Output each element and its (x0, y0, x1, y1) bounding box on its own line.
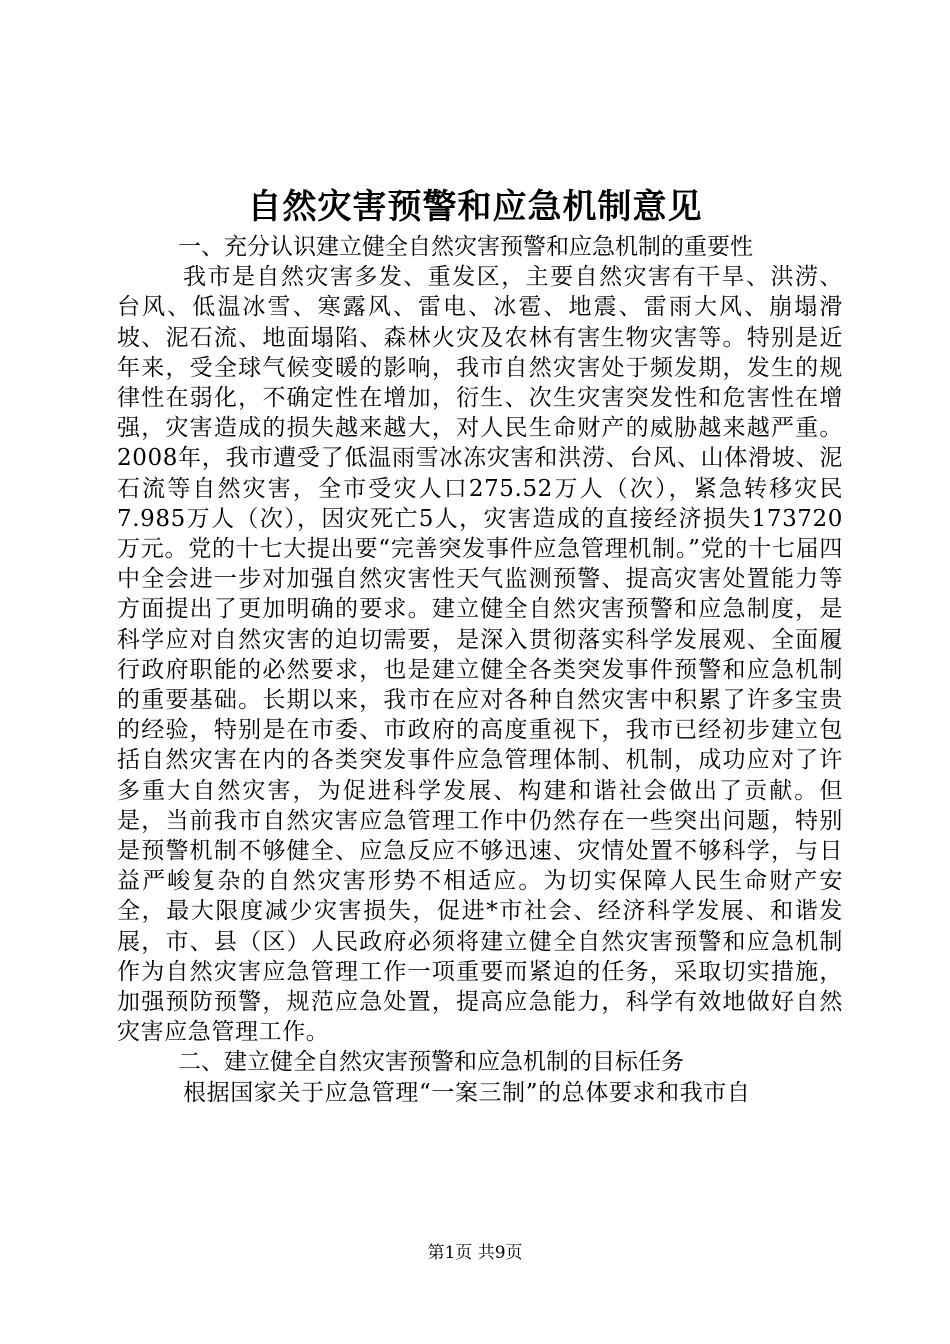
section-2-heading: 二、建立健全自然灾害预警和应急机制的目标任务 (178, 1049, 684, 1076)
document-title: 自然灾害预警和应急机制意见 (247, 187, 703, 227)
section-1-heading: 一、充分认识建立健全自然灾害预警和应急机制的重要性 (178, 234, 753, 260)
section-2-paragraph: 根据国家关于应急管理“一案三制”的总体要求和我市自 (183, 1079, 751, 1106)
section-1-paragraph: 我市是自然灾害多发、重发区，主要自然灾害有干旱、洪涝、台风、低温冰雪、寒露风、雷电、冰雹、地震、雷雨大风、崩塌滑坡、泥石流、地面塌陷、森林火灾及农林有害生物灾害等。特别是近年来，受全球气候变暖的影响，我市自然灾害处于频发期，发生的规律性在弱化，不确定性在增加，衍生、次生灾害突发性和危害性在增强，灾害造成的损失越来越大，对人民生命财产的威胁越来越严重。2008年，我市遭受了低温雨雪冰冻灾害和洪涝、台风、山体滑坡、泥石流等自然灾害，全市受灾人口275.52万人（次），紧急转移灾民7.985万人（次），因灾死亡5人，灾害造成的直接经济损失173720万元。党的十七大提出要“完善突发事件应急管理机制。”党的十七届四中全会进一步对加强自然灾害性天气监测预警、提高灾害处置能力等方面提出了更加明确的要求。建立健全自然灾害预警和应急制度，是科学应对自然灾害的迫切需要，是深入贯彻落实科学发展观、全面履行政府职能的必然要求，也是建立健全各类突发事件预警和应急机制的重要基础。长期以来，我市在应对各种自然灾害中积累了许多宝贵的经验，特别是在市委、市政府的高度重视下，我市已经初步建立包括自然灾害在内的各类突发事件应急管理体制、机制，成功应对了许多重大自然灾害，为促进科学发展、构建和谐社会做出了贡献。但是，当前我市自然灾害应急管理工作中仍然存在一些突出问题，特别是预警机制不够健全、应急反应不够迅速、灾情处置不够科学，与日益严峻复杂的自然灾害形势不相适应。为切实保障人民生命财产安全，最大限度减少灾害损失，促进*市社会、经济科学发展、和谐发展，市、县（区）人民政府必须将建立健全自然灾害预警和应急机制作为自然灾害应急管理工作一项重要而紧迫的任务，采取切实措施，加强预防预警，规范应急处置，提高应急能力，科学有效地做好自然灾害应急管理工作。 (117, 264, 843, 1046)
document-body (117, 232, 843, 1108)
page-footer: 第1页 共9页 (427, 1243, 523, 1263)
